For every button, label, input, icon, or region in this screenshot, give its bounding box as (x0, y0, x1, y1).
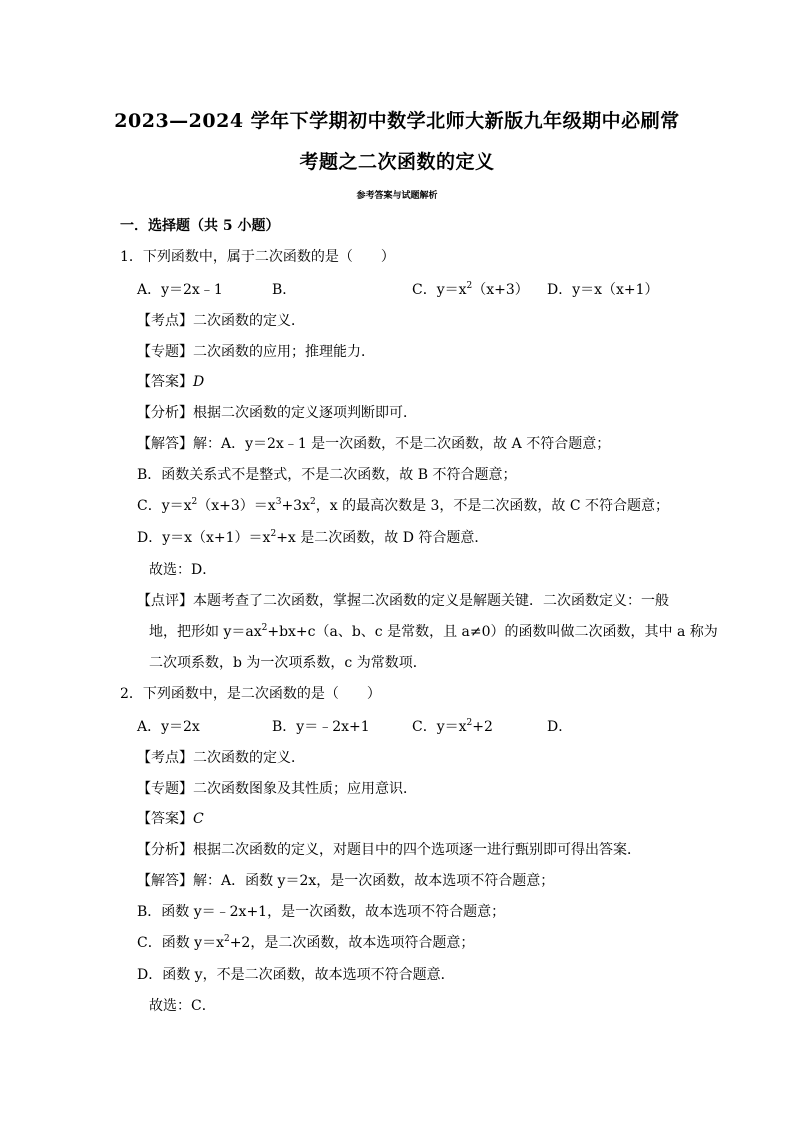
q2-fenxi: 【分析】根据二次函数的定义，对题目中的四个选项逐一进行甄别即可得出答案． (137, 842, 641, 858)
q1-zhuanti: 【专题】二次函数的应用；推理能力． (137, 344, 375, 360)
q1-option-d: D．y＝x（x+1） (547, 282, 659, 298)
q2-stem: 2．下列函数中，是二次函数的是（ ） (120, 686, 381, 702)
page-title-line1: 2023—2024 学年下学期初中数学北师大新版九年级期中必刷常 (114, 110, 680, 132)
q2-option-d: D． (547, 719, 573, 735)
page-title-line2: 考题之二次函数的定义 (299, 151, 495, 173)
q2-jieda-4: D．函数 y，不是二次函数，故本选项不符合题意． (137, 967, 455, 983)
q1-jieda-4: D．$y=x(x+1)=x^2+x$ 是二次函数，故 D 符合题意． (137, 529, 489, 546)
q1-option-c: C．$y=x^2(x+3)$ (412, 281, 529, 298)
section-heading: 一．选择题（共 5 小题） (120, 218, 280, 234)
q1-dianping-3: 二次项系数，b 为一次项系数，c 为常数项． (149, 655, 427, 671)
q2-option-a: A．y＝2x (137, 719, 200, 735)
q1-dianping-1: 【点评】本题考查了二次函数，掌握二次函数的定义是解题关键．二次函数定义：一般 (137, 593, 669, 609)
q1-jieda-3: C．$y=x^2(x+3)=x^3+3x^2$，x 的最高次数是 3，不是二次函数，故 C 不符合题意； (137, 497, 670, 514)
q1-stem: 1．下列函数中，属于二次函数的是（ ） (120, 249, 395, 265)
q2-jieda-1: 【解答】解：A．函数 y＝2x，是一次函数，故本选项不符合题意； (137, 873, 555, 889)
subtitle: 参考答案与试题解析 (356, 191, 438, 201)
q2-zhuanti: 【专题】二次函数图象及其性质；应用意识． (137, 781, 417, 797)
q1-jieda-1: 【解答】解：A．y＝2x﹣1 是一次函数，不是二次函数，故 A 不符合题意； (137, 436, 611, 452)
q2-jieda-3: C．函数 $y=x^2+2$，是二次函数，故本选项符合题意； (137, 934, 475, 951)
q2-guxuan: 故选：C． (149, 998, 216, 1014)
q1-kaodian: 【考点】二次函数的定义． (137, 313, 305, 329)
q1-fenxi: 【分析】根据二次函数的定义逐项判断即可． (137, 405, 417, 421)
q2-answer: 【答案】C (137, 811, 204, 827)
q2-option-c: C．$y=x^2+2$ (412, 718, 493, 735)
q2-jieda-2: B．函数 y＝﹣2x+1，是一次函数，故本选项不符合题意； (137, 904, 506, 920)
q1-option-b: B． (272, 282, 297, 298)
q1-dianping-2: 地，把形如 $y=ax^2+bx+c(a$、b、c 是常数，且 a≠0）的函数叫做二次函数，其中 a 称为 (149, 623, 718, 640)
q2-kaodian: 【考点】二次函数的定义． (137, 750, 305, 766)
q1-answer: 【答案】D (137, 374, 205, 390)
q1-guxuan: 故选：D． (149, 562, 217, 578)
q2-option-b: B．y＝﹣2x+1 (272, 719, 370, 735)
q1-jieda-2: B．函数关系式不是整式，不是二次函数，故 B 不符合题意； (137, 467, 517, 483)
q1-option-a: A．y＝2x﹣1 (137, 282, 223, 298)
